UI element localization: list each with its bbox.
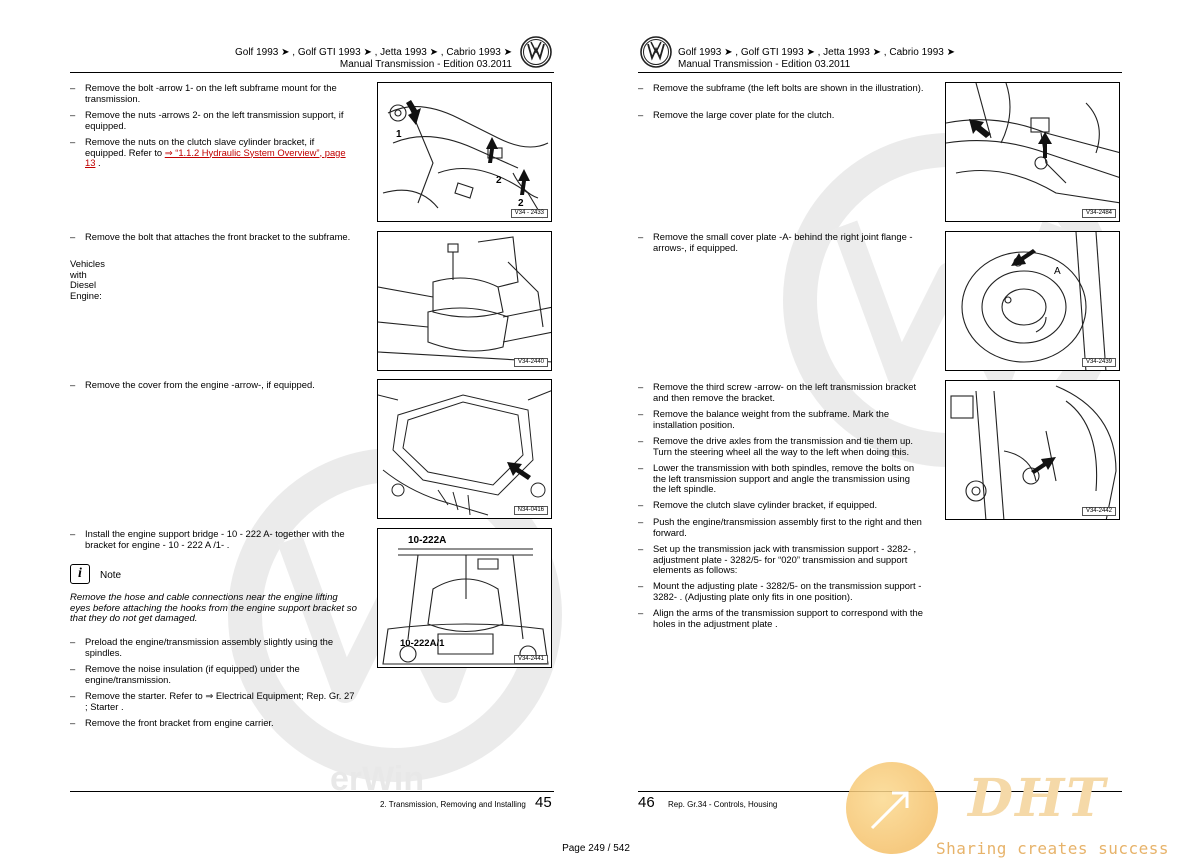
step-remove-subframe: – Remove the subframe (the left bolts are shown in the illustration).	[638, 83, 924, 94]
step-clutch-bracket: – Remove the nuts on the clutch slave cylinder bracket, if equipped. Refer to ⇒ “1.1.2 Hydraulic System Overview”, page 13 .	[70, 137, 356, 169]
step-front-bracket: – Remove the bolt that attaches the front bracket to the subframe.	[70, 232, 356, 243]
arrow-icon	[862, 778, 922, 838]
step-support-bridge: – Install the engine support bridge - 10 - 222 A- together with the bracket for engine - 10 - 222 A /1- .	[70, 529, 356, 550]
vehicles-diesel-heading: Vehicles with Diesel Engine:	[70, 258, 105, 301]
page-count: Page 249 / 542	[562, 843, 630, 854]
figure-front-bracket	[377, 231, 552, 371]
fig2-label-a: A	[1054, 266, 1061, 277]
step-small-cover-plate: – Remove the small cover plate -A- behind the right joint flange -arrows-, if equipped.	[638, 232, 924, 253]
figure-code: V34 - 2433	[511, 209, 548, 218]
header-edition: Manual Transmission - Edition 03.2011	[678, 59, 851, 70]
step-transmission-jack: – Set up the transmission jack with transmission support - 3282- , adjustment plate - 3282/5- for “020” transmission and support elements as follows:	[638, 544, 924, 576]
note-icon: i	[70, 564, 90, 584]
dht-brand: DHT	[968, 768, 1107, 829]
figure-subframe-mount	[377, 82, 552, 222]
step-align-arms: – Align the arms of the transmission support to correspond with the holes in the adjustment plate .	[638, 608, 924, 629]
fig4-label-bracket: 10-222A/1	[400, 638, 445, 649]
step-adjusting-plate: – Mount the adjusting plate - 3282/5- on the transmission support - 3282- . (Adjusting plate only fits in one position).	[638, 581, 924, 602]
page-number: 46	[638, 794, 655, 811]
step-preload: – Preload the engine/transmission assembly slightly using the spindles.	[70, 637, 356, 658]
step-balance-weight: – Remove the balance weight from the subframe. Mark the installation position.	[638, 409, 924, 430]
fig1-label-1: 1	[396, 129, 402, 140]
step-remove-bolt: – Remove the bolt -arrow 1- on the left subframe mount for the transmission.	[70, 83, 356, 104]
figure-support-bridge	[377, 528, 552, 668]
header-models: Golf 1993 ➤ , Golf GTI 1993 ➤ , Jetta 1993 ➤ , Cabrio 1993 ➤	[235, 47, 512, 58]
figure-code: V34-2442	[1082, 507, 1116, 516]
step-push-engine: – Push the engine/transmission assembly first to the right and then forward.	[638, 517, 924, 538]
fig1-label-2a: 2	[496, 175, 502, 186]
figure-subframe-bolts	[945, 82, 1120, 222]
right-page	[596, 0, 1192, 840]
header-edition: Manual Transmission - Edition 03.2011	[339, 59, 512, 70]
step-starter: – Remove the starter. Refer to ⇒ Electrical Equipment; Rep. Gr. 27 ; Starter .	[70, 691, 356, 712]
step-slave-cylinder: – Remove the clutch slave cylinder bracket, if equipped.	[638, 500, 924, 511]
dht-tagline: Sharing creates success	[936, 839, 1170, 858]
fig4-label-bridge: 10-222A	[408, 535, 447, 546]
figure-code: V34-2484	[1082, 209, 1116, 218]
footer-title: Rep. Gr.34 - Controls, Housing	[668, 800, 778, 809]
step-third-screw: – Remove the third screw -arrow- on the left transmission bracket and then remove the bracket.	[638, 382, 924, 403]
step-remove-nuts: – Remove the nuts -arrows 2- on the left transmission support, if equipped.	[70, 110, 356, 131]
figure-small-cover-plate	[945, 231, 1120, 371]
erwin-watermark: erWin	[330, 760, 425, 798]
step-noise-insulation: – Remove the noise insulation (if equipped) under the engine/transmission.	[70, 664, 356, 685]
vw-logo-icon	[520, 36, 552, 68]
step-large-cover-plate: – Remove the large cover plate for the clutch.	[638, 110, 924, 121]
figure-code: N34-0416	[514, 506, 548, 515]
footer-rule	[70, 791, 554, 792]
note-text: Remove the hose and cable connections near the engine lifting eyes before attaching the hooks from the engine support bracket so that they do not get damaged.	[70, 592, 357, 625]
figure-transmission-bracket	[945, 380, 1120, 520]
step-lower-transmission: – Lower the transmission with both spindles, remove the bolts on the left transmission support and angle the transmission using the left spindle.	[638, 463, 924, 495]
figure-code: V34-2441	[514, 655, 548, 664]
page-number: 45	[535, 794, 552, 811]
footer-title: 2. Transmission, Removing and Installing	[380, 800, 526, 809]
figure-engine-cover	[377, 379, 552, 519]
step-front-bracket-carrier: – Remove the front bracket from engine carrier.	[70, 718, 356, 729]
left-page	[0, 0, 596, 840]
header-rule	[70, 72, 554, 73]
header-models: Golf 1993 ➤ , Golf GTI 1993 ➤ , Jetta 1993 ➤ , Cabrio 1993 ➤	[678, 47, 955, 58]
page-header	[678, 47, 955, 71]
page-header	[235, 47, 512, 71]
figure-code: V34-2440	[514, 358, 548, 367]
header-rule	[638, 72, 1122, 73]
vw-logo-icon	[640, 36, 672, 68]
hydraulic-overview-link[interactable]: ⇒ “1.1.2 Hydraulic System Overview”, page 13	[85, 146, 346, 168]
step-engine-cover: – Remove the cover from the engine -arrow-, if equipped.	[70, 380, 356, 391]
fig1-label-2b: 2	[518, 198, 524, 209]
step-drive-axles: – Remove the drive axles from the transmission and tie them up. Turn the steering wheel all the way to the left when doing this.	[638, 436, 924, 457]
note-label: Note	[100, 570, 122, 581]
figure-code: V34-2439	[1082, 358, 1116, 367]
